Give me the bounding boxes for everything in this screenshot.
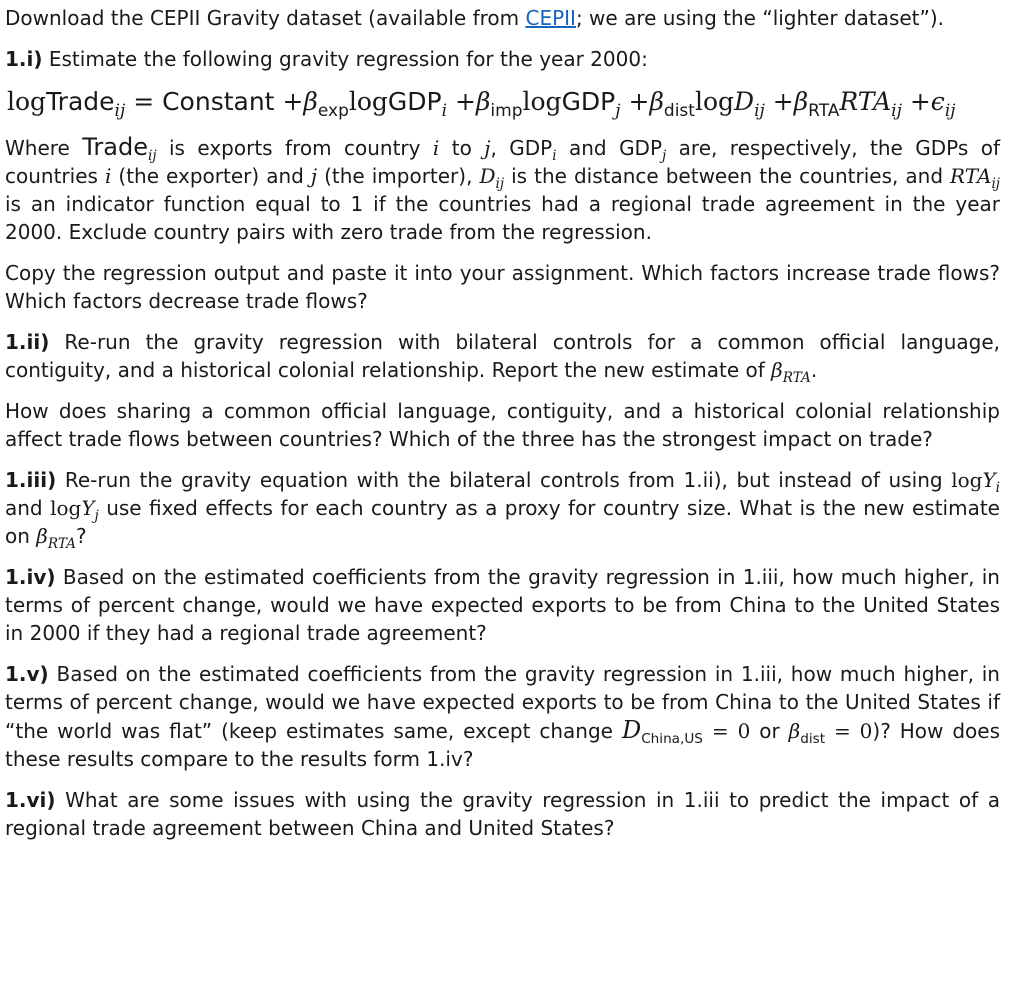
def-var: β xyxy=(771,358,783,382)
def-log: log xyxy=(50,496,82,520)
eq-sub: RTA xyxy=(808,101,840,121)
def-var: D xyxy=(621,716,642,744)
question-label: 1.ii) xyxy=(5,330,50,354)
def-var: j xyxy=(484,136,491,160)
question-1iv xyxy=(5,563,1000,647)
question-text: and xyxy=(5,496,51,520)
question-1v xyxy=(5,660,1000,773)
def-var: i xyxy=(104,164,112,188)
eq-log: log xyxy=(694,87,735,116)
eq-rta: RTA xyxy=(839,87,892,116)
question-label: 1.vi) xyxy=(5,788,56,812)
def-text: is the distance between the countries, and xyxy=(504,164,951,188)
def-sub: dist xyxy=(800,731,826,747)
def-text: and xyxy=(556,136,620,160)
def-sub: ij xyxy=(991,176,1001,192)
question-text: Re-run the gravity equation with the bilateral controls from 1.ii), but instead of using xyxy=(56,468,952,492)
eq-log: log xyxy=(348,87,388,116)
question-text: Re-run the gravity regression with bilateral controls for a common official language, contiguity, and a historical colonial relationship. Report the new estimate of xyxy=(5,330,1000,382)
def-text: is exports from country xyxy=(156,136,433,160)
def-gdp: GDP xyxy=(509,136,553,160)
eq-sub: ij xyxy=(114,101,126,121)
def-trade: Trade xyxy=(82,133,148,161)
eq-beta: β xyxy=(303,87,318,116)
question-1ii-followup: How does sharing a common official language, contiguity, and a historical colonial relationship affect trade flows between countries? Which of the three has the strongest impact on trade? xyxy=(5,399,1000,451)
eq-plus: + xyxy=(282,87,304,116)
eq-sub: dist xyxy=(663,101,695,121)
def-var: β xyxy=(788,719,801,743)
def-var: β xyxy=(36,524,48,548)
eq-sub: imp xyxy=(490,101,523,121)
question-text: What are some issues with using the gravity regression in 1.iii to predict the impact of a regional trade agreement between China and United States? xyxy=(5,788,1000,840)
eq-trade: Trade xyxy=(46,87,115,116)
question-1i xyxy=(5,45,1000,73)
def-var: D xyxy=(479,164,496,188)
def-sub: China,US xyxy=(641,731,703,747)
eq-log: log xyxy=(7,87,47,116)
def-sub: i xyxy=(552,148,557,164)
question-label: 1.iv) xyxy=(5,565,56,589)
def-gdp: GDP xyxy=(619,136,663,160)
eq-sub: j xyxy=(615,101,621,121)
gravity-equation xyxy=(7,85,1000,119)
eq-sub: ij xyxy=(754,101,765,121)
copy-instructions: Copy the regression output and paste it into your assignment. Which factors increase trade flows? Which factors decrease trade flows? xyxy=(5,261,1000,313)
variable-definitions xyxy=(5,133,1000,246)
def-sub: j xyxy=(662,148,667,164)
def-text: (the exporter) and xyxy=(111,164,311,188)
question-text: or xyxy=(750,719,789,743)
eq-sub: exp xyxy=(317,101,349,121)
cepii-link[interactable]: CEPII xyxy=(525,6,576,30)
def-text: Where xyxy=(5,136,83,160)
question-text: ? xyxy=(75,524,87,548)
eq-sign: = xyxy=(133,87,155,116)
question-text: )? How does these results compare to the results form 1.iv? xyxy=(5,719,1000,771)
def-text: are, respectively, the GDPs of countries xyxy=(5,136,1001,188)
intro-text: Download the CEPII Gravity dataset (available from xyxy=(5,6,526,30)
eq-beta: β xyxy=(649,87,664,116)
question-text: Based on the estimated coefficients from the gravity regression in 1.iii, how much higher, in terms of percent change, would we have expected exports to be from China to the United States in 2000 if they had a regional trade agreement? xyxy=(5,565,1000,645)
question-label: 1.i) xyxy=(5,47,43,71)
def-sub: ij xyxy=(495,176,505,192)
eq-plus: + xyxy=(772,87,794,116)
question-1vi xyxy=(5,786,1000,842)
def-sub: RTA xyxy=(782,370,811,386)
question-1ii xyxy=(5,328,1000,384)
intro-text-end: ; we are using the “lighter dataset”). xyxy=(575,6,945,30)
def-log: log xyxy=(951,468,983,492)
eq-beta: β xyxy=(793,87,809,116)
def-sub: RTA xyxy=(47,536,76,552)
def-var: Y xyxy=(982,468,996,492)
eq-beta: β xyxy=(475,87,491,116)
question-1iii xyxy=(5,466,1000,550)
def-text: to xyxy=(439,136,485,160)
def-sub: j xyxy=(94,508,99,524)
eq-constant: Constant xyxy=(162,87,275,116)
question-text: . xyxy=(810,358,818,382)
eq-distance: D xyxy=(734,87,755,116)
question-text: Estimate the following gravity regression for the year 2000: xyxy=(42,47,648,71)
eq-log: log xyxy=(522,87,562,116)
eq-plus: + xyxy=(909,87,931,116)
def-eq: = 0 xyxy=(702,719,751,743)
eq-plus: + xyxy=(455,87,476,116)
eq-epsilon: ϵ xyxy=(930,87,945,116)
def-sub: ij xyxy=(148,148,157,164)
question-label: 1.iii) xyxy=(5,468,57,492)
eq-gdp: GDP xyxy=(387,87,442,116)
eq-sub: ij xyxy=(891,101,902,121)
def-sub: i xyxy=(995,480,1000,496)
question-text: use fixed effects for each country as a proxy for country size. What is the new estimate on xyxy=(5,496,1000,548)
def-text: (the importer), xyxy=(317,164,480,188)
intro-paragraph xyxy=(5,4,1000,32)
eq-sub: ij xyxy=(944,101,956,121)
def-var: i xyxy=(432,136,440,160)
question-text: Based on the estimated coefficients from the gravity regression in 1.iii, how much higher, in terms of percent change, would we have expected exports to be from China to the United States if “the world was flat” (keep estimates same, except change xyxy=(5,662,1000,743)
def-var: RTA xyxy=(950,164,992,188)
eq-gdp: GDP xyxy=(561,87,616,116)
def-text: is an indicator function equal to 1 if the countries had a regional trade agreement in the year 2000. Exclude country pairs with zero trade from the regression. xyxy=(5,192,1000,244)
question-label: 1.v) xyxy=(5,662,49,686)
eq-sub: i xyxy=(441,101,448,121)
def-eq: = 0 xyxy=(825,719,873,743)
def-var: Y xyxy=(81,496,95,520)
def-var: j xyxy=(310,164,318,188)
eq-plus: + xyxy=(628,87,650,116)
def-text: , xyxy=(490,136,510,160)
